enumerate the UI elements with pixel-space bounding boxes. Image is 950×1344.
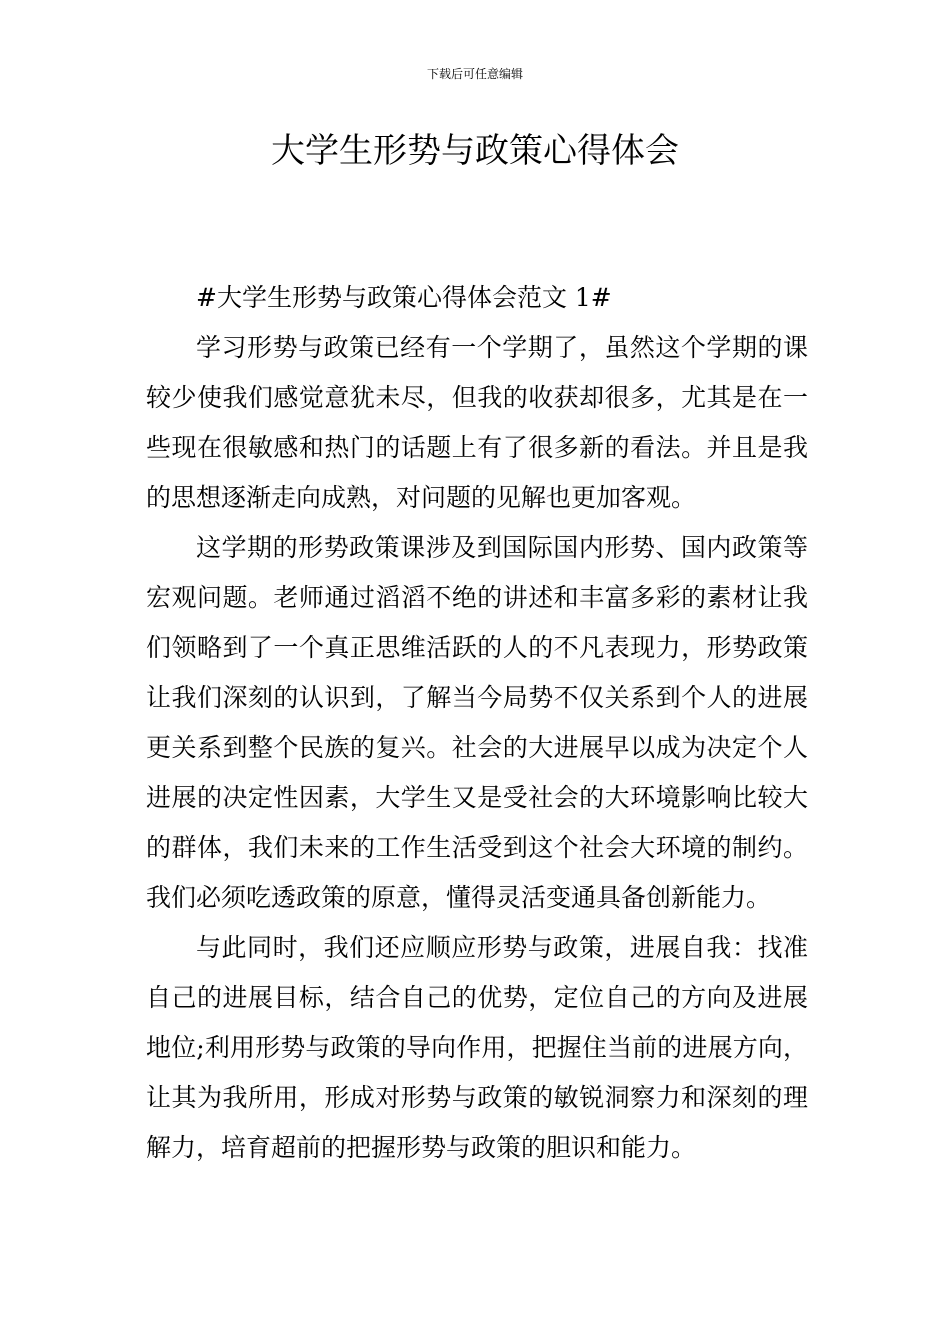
document-body [146, 273, 808, 1173]
document-title: 大学生形势与政策心得体会 [271, 131, 679, 171]
header-note: 下载后可任意编辑 [426, 67, 523, 81]
paragraph-3: 与此同时，我们还应顺应形势与政策，进展自我：找准自己的进展目标，结合自己的优势，定位自己的方向及进展地位;利用形势与政策的导向作用，把握住当前的进展方向，让其为我所用，形成对形势与政策的敏锐洞察力和深刻的理解力，培育超前的把握形势与政策的胆识和能力。 [146, 933, 808, 1162]
paragraph-2: 这学期的形势政策课涉及到国际国内形势、国内政策等宏观问题。老师通过滔滔不绝的讲述和丰富多彩的素材让我们领略到了一个真正思维活跃的人的不凡表现力，形势政策让我们深刻的认识到，了解当今局势不仅关系到个人的进展更关系到整个民族的复兴。社会的大进展早以成为决定个人进展的决定性因素，大学生又是受社会的大环境影响比较大的群体，我们未来的工作生活受到这个社会大环境的制约。我们必须吃透政策的原意，懂得灵活变通具备创新能力。 [146, 533, 808, 912]
subheading: #大学生形势与政策心得体会范文 1# [196, 283, 612, 312]
paragraph-1: 学习形势与政策已经有一个学期了，虽然这个学期的课较少使我们感觉意犹未尽，但我的收获却很多，尤其是在一些现在很敏感和热门的话题上有了很多新的看法。并且是我的思想逐渐走向成熟，对问题的见解也更加客观。 [146, 333, 808, 512]
